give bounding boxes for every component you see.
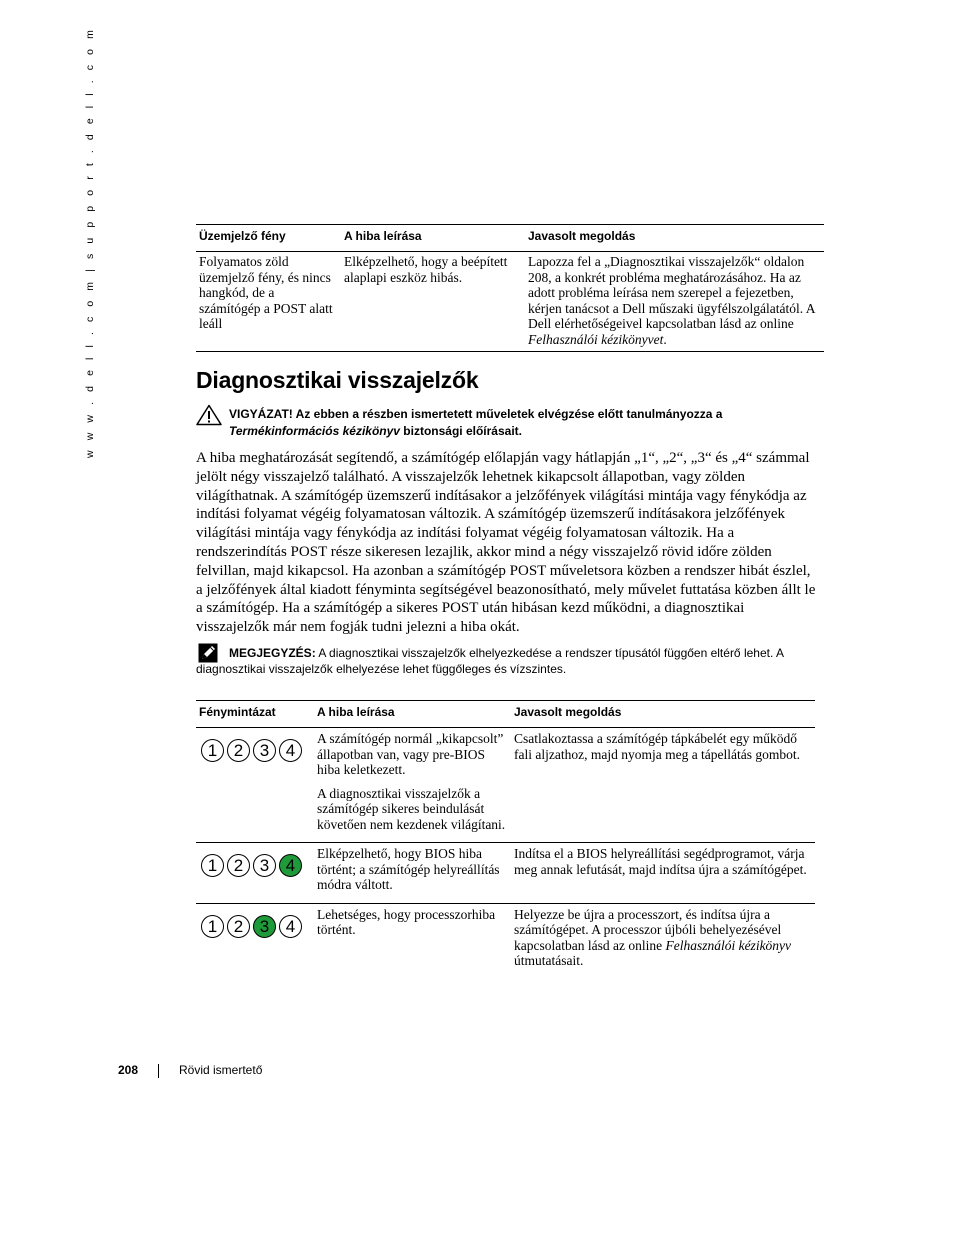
light-pattern-cell (196, 843, 314, 904)
led-1-indicator: 1 (201, 739, 224, 762)
light-pattern-cell (196, 728, 314, 843)
diagnostic-lights-table (196, 700, 815, 979)
led-1-indicator: 1 (201, 854, 224, 877)
led-4-indicator: 4 (279, 915, 302, 938)
solution-cell: Indítsa el a BIOS helyreállítási segédprogramot, várja meg annak lefutását, majd indítsa újra a számítógépet. (511, 843, 815, 904)
led-4-indicator: 4 (279, 854, 302, 877)
table-header-row (196, 225, 824, 252)
solution-suffix: . (663, 331, 667, 347)
led-1-indicator: 1 (201, 915, 224, 938)
led-3-indicator: 3 (253, 915, 276, 938)
col-header-power-light: Üzemjelző fény (196, 225, 341, 252)
table-row (196, 728, 815, 843)
led-pattern (199, 731, 311, 762)
col-header-solution: Javasolt megoldás (525, 225, 824, 252)
note-text: A diagnosztikai visszajelzők elhelyezkedése a rendszer típusától függően eltérő lehet. A (315, 646, 784, 660)
description-cell: Lehetséges, hogy processzorhiba történt. (317, 906, 496, 937)
led-2-indicator: 2 (227, 739, 250, 762)
col-header-description: A hiba leírása (341, 225, 525, 252)
note-text-line2: diagnosztikai visszajelzők elhelyezése lehet függőleges és vízszintes. (196, 662, 567, 676)
caution-text: Az ebben a részben ismertetett műveletek elvégzése előtt tanulmányozza a (292, 407, 723, 421)
side-url-margin: w w w . d e l l . c o m | s u p p o r t . d e l l . c o m (84, 26, 96, 458)
footer-title: Rövid ismertető (179, 1063, 263, 1077)
table-row (196, 843, 815, 904)
table-row (196, 903, 815, 979)
solution-cell (525, 252, 824, 352)
caution-notice (229, 406, 829, 440)
table-header-row (196, 701, 815, 728)
power-light-cell: Folyamatos zöld üzemjelző fény, és nincs hangkód, de a számítógép a POST alatt leáll (199, 254, 333, 331)
note-notice (229, 645, 824, 662)
manual-link-text: Felhasználói kézikönyv (665, 937, 792, 953)
led-2-indicator: 2 (227, 854, 250, 877)
led-2-indicator: 2 (227, 915, 250, 938)
power-light-table (196, 224, 824, 352)
col-header-description: A hiba leírása (314, 701, 511, 728)
light-pattern-cell (196, 903, 314, 979)
description-cell: Elképzelhető, hogy BIOS hiba történt; a számítógép helyreállítás módra váltott. (314, 843, 511, 904)
led-4-indicator: 4 (279, 739, 302, 762)
warning-triangle-icon (196, 404, 222, 426)
solution-text: Lapozza fel a „Diagnosztikai visszajelzők“ oldalon 208, a konkrét probléma meghatározásához. Ha az adott probléma leírása nem szerepel a fejezetben, kérjen tanácsot a Dell műszaki ügyfélszolgálatától. A Dell elérhetőségeivel kapcsolatban lásd az online (528, 254, 815, 331)
description-cell (314, 728, 511, 843)
description-text-2: A diagnosztikai visszajelzők a számítógép sikeres beindulását követően nem kezdenek világítani. (317, 785, 506, 832)
section-title: Diagnosztikai visszajelzők (196, 367, 479, 393)
caution-text-end: biztonsági előírásait. (399, 424, 522, 438)
col-header-light-pattern: Fénymintázat (196, 701, 314, 728)
led-pattern (199, 846, 311, 877)
solution-suffix: útmutatásait. (514, 953, 584, 968)
col-header-solution: Javasolt megoldás (511, 701, 815, 728)
solution-cell: Csatlakoztassa a számítógép tápkábelét egy működő fali aljzathoz, majd nyomja meg a tápellátás gombot. (511, 728, 815, 843)
note-pencil-icon (198, 643, 218, 663)
manual-link-text: Felhasználói kézikönyvet (528, 331, 664, 347)
description-text: A számítógép normál „kikapcsolt” állapotban van, vagy pre-BIOS hiba keletkezett. (317, 731, 504, 777)
led-3-indicator: 3 (253, 739, 276, 762)
table-row (196, 252, 824, 352)
footer-divider (158, 1064, 159, 1078)
solution-text: Helyezze be újra a processzort, és indítsa újra a számítógépet. A processzor újbóli behelyezésével kapcsolatban lásd az online (514, 906, 782, 953)
caution-label: VIGYÁZAT! (229, 407, 293, 421)
page-number: 208 (118, 1063, 139, 1077)
description-cell: Elképzelhető, hogy a beépített alaplapi eszköz hibás. (344, 254, 508, 285)
led-pattern (199, 907, 311, 938)
led-3-indicator: 3 (253, 854, 276, 877)
solution-cell (511, 903, 815, 979)
note-label: MEGJEGYZÉS: (229, 646, 316, 660)
body-paragraph: A hiba meghatározását segítendő, a számítógép előlapján vagy hátlapján „1“, „2“, „3“ és „4“ számmal jelölt négy visszajelző található. A visszajelzők lehetnek kikapcsolt állapotban, vagy zölden világíthatnak. A számítógép üzemszerű indításakor a jelzőfények világítási mintája vagy fénykódja az indítási folyamat végéig folyamatosan változik. A számítógép üzemszerű indításakora jelzőfények világítási mintája vagy fénykódja az indítási folyamat végéig folyamatosan változik. Ha a rendszerindítás POST része sikeresen lezajlik, akkor mind a négy visszajelző rövid időre zölden felvillan, majd kikapcsol. Ha azonban a számítógép POST műveletsora közben a rendszer hibát észlel, a jelzőfények által kiadott fényminta segítségével beazonosítható, mely művelet futtatása közben állt le a számítógép. Ha a számítógép a sikeres POST után hibásan kezd működni, a diagnosztikai visszajelzők már nem fogják tudni jelezni a hiba okát. (196, 450, 816, 636)
caution-manual-name: Termékinformációs kézikönyv (229, 424, 400, 438)
